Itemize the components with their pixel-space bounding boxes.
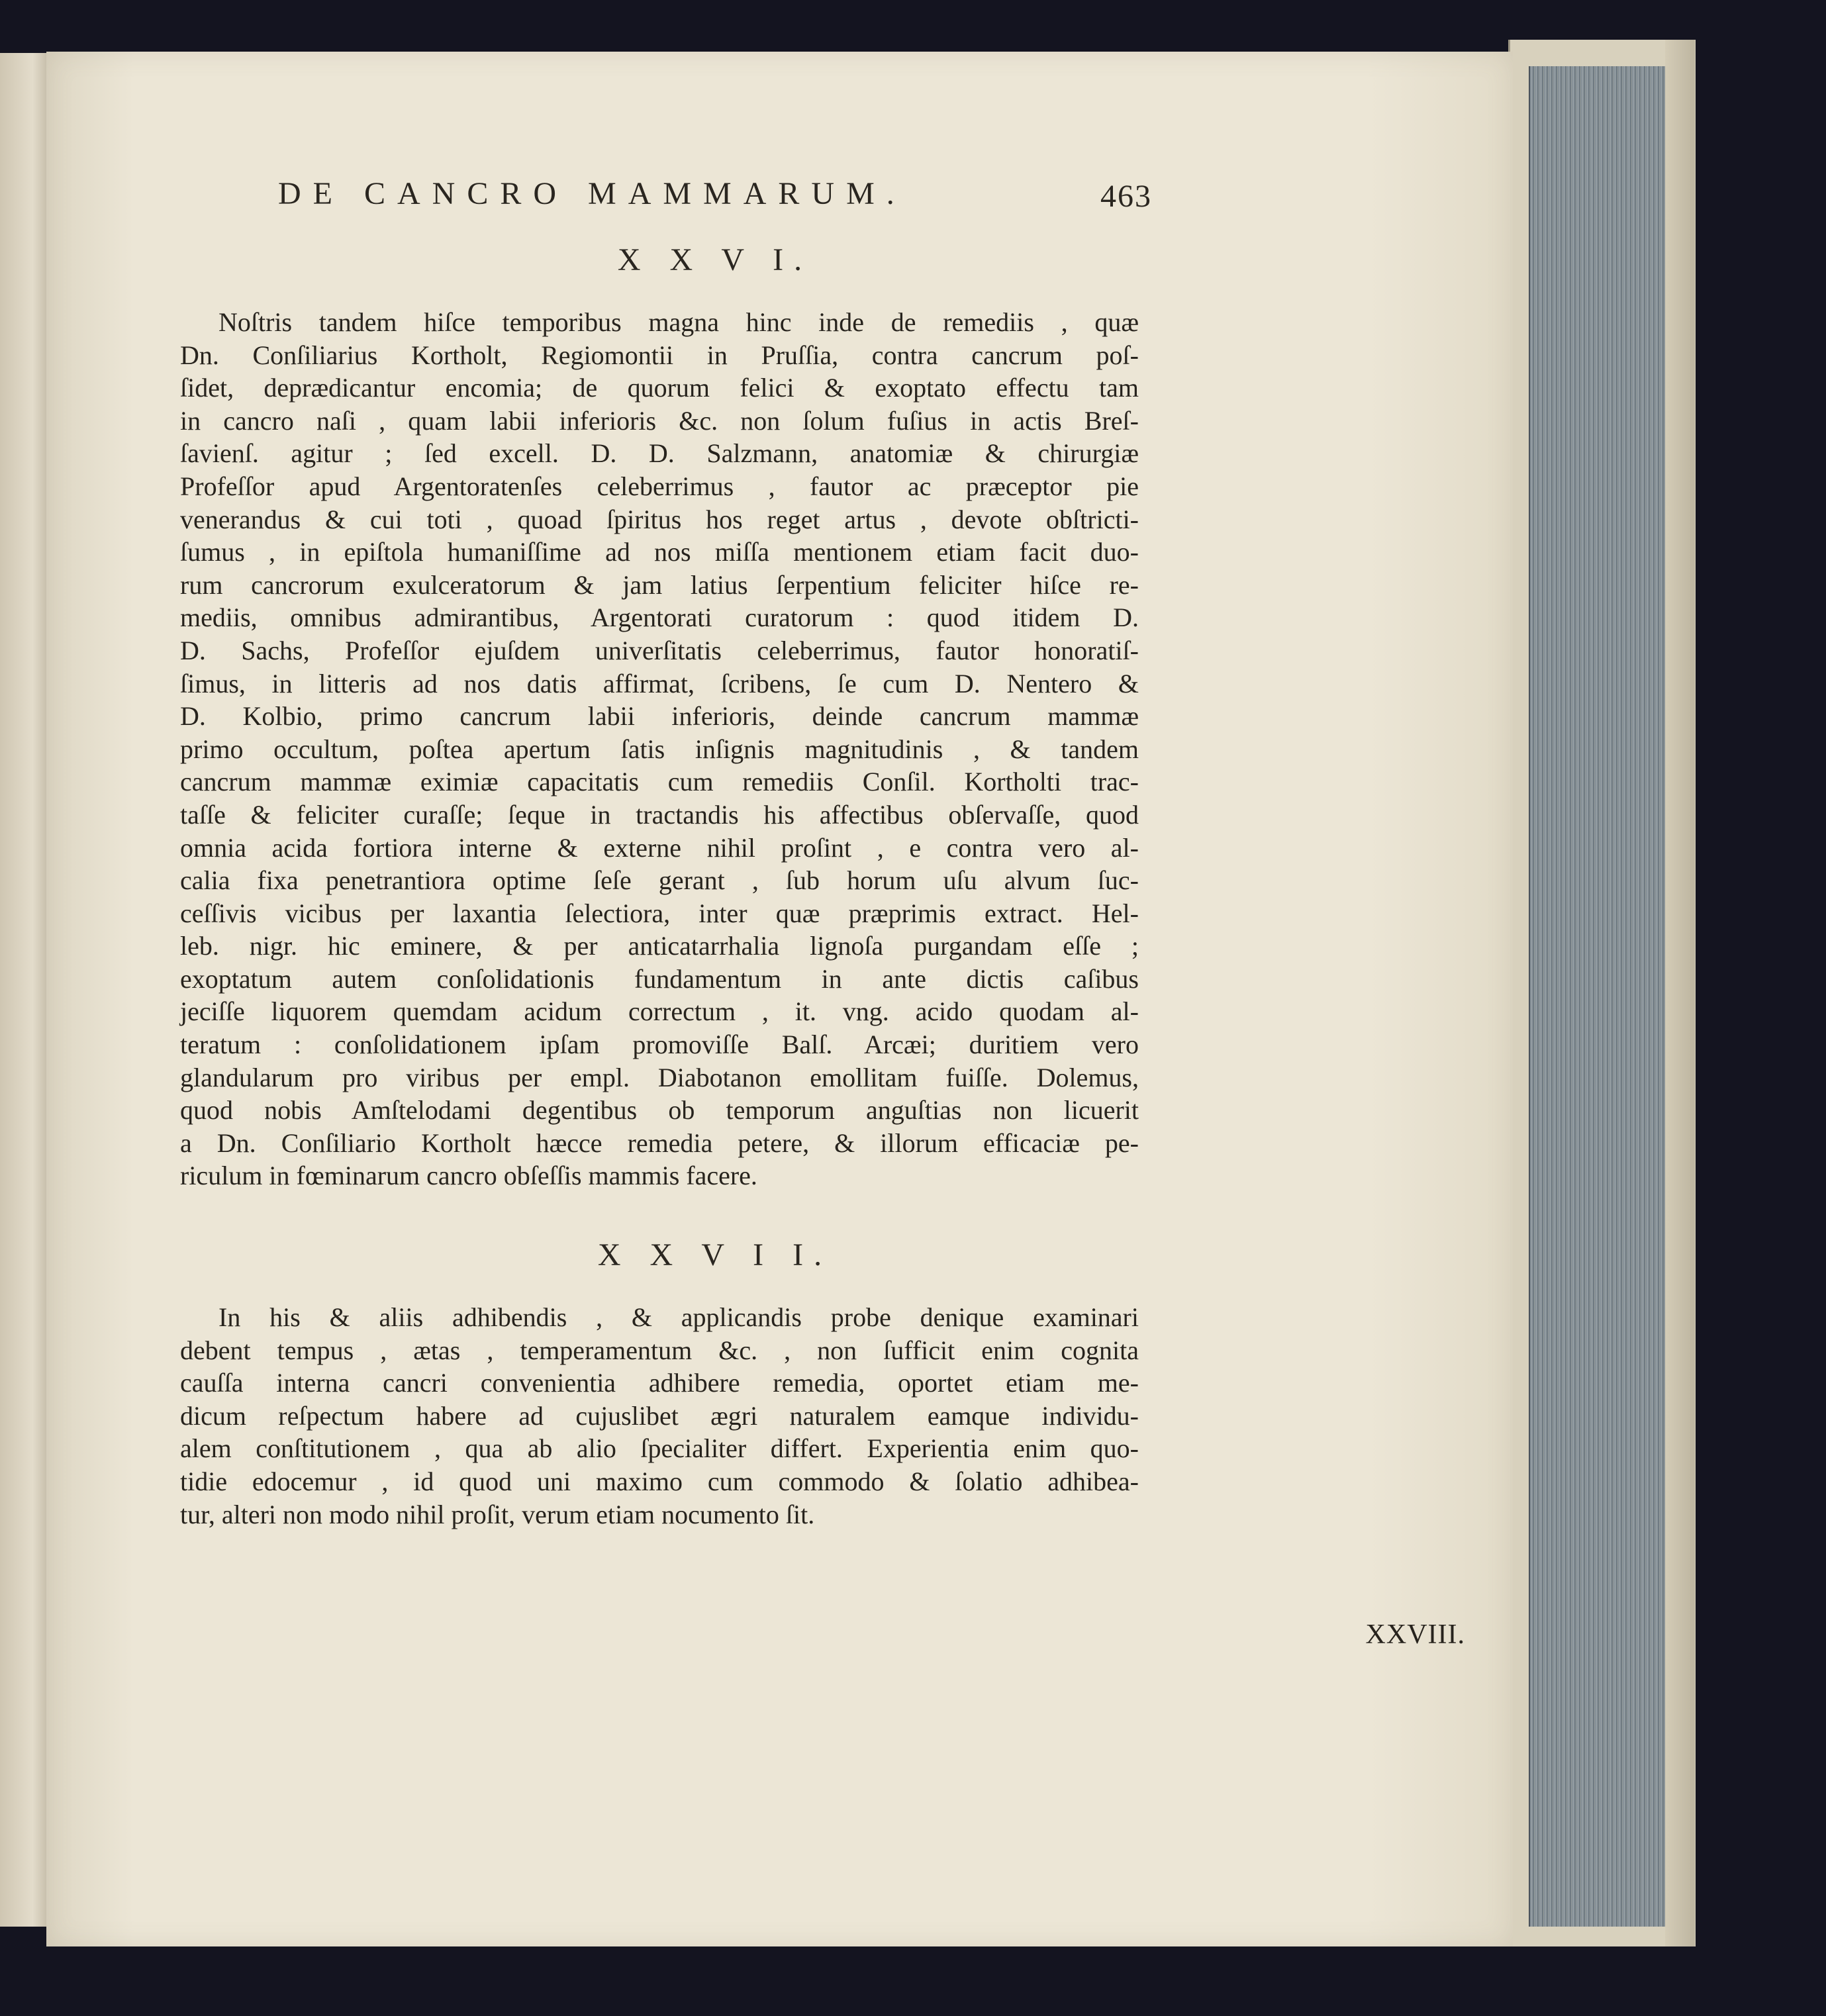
text-line: cauſſa interna cancri convenientia adhibere remedia, oportet etiam me- [180,1368,1139,1398]
section-xxvii-text [180,1301,1139,1531]
text-line: D. Kolbio, primo cancrum labii inferioris, deinde cancrum mammæ [180,701,1139,732]
text-line: glandularum pro viribus per empl. Diabotanon emollitam fuiſſe. Dolemus, [180,1062,1139,1092]
text-line: ſumus , in epiſtola humaniſſime ad nos miſſa mentionem etiam facit duo- [180,537,1139,567]
text-line: Profeſſor apud Argentoratenſes celeberrimus , fautor ac præceptor pie [180,471,1139,501]
page-header [278,175,1152,222]
text-line: ceſſivis vicibus per laxantia ſelectiora, inter quæ præprimis extract. Hel- [180,898,1139,928]
text-line: jeciſſe liquorem quemdam acidum correctum , it. vng. acido quodam al- [180,996,1139,1027]
text-line: In his & aliis adhibendis , & applicandis probe denique examinari [218,1302,1139,1332]
text-line: ſidet, deprædicantur encomia; de quorum felici & exoptato effectu tam [180,373,1139,403]
cover-edge [1665,40,1695,1946]
text-line: dicum reſpectum habere ad cujuslibet ægri naturalem eamque individu- [180,1400,1139,1431]
text-line: taſſe & feliciter curaſſe; ſeque in tractandis his affectibus obſervaſſe, quod [180,799,1139,830]
text-line: D. Sachs, Profeſſor ejuſdem univerſitatis celeberrimus, fautor honoratiſ- [180,635,1139,665]
text-line: rum cancrorum exulceratorum & jam latius ſerpentium feliciter hiſce re- [180,569,1139,600]
text-line: in cancro naſi , quam labii inferioris &c. non ſolum fuſius in actis Breſ- [180,405,1139,436]
text-line: quod nobis Amſtelodami degentibus ob temporum anguſtias non licuerit [180,1095,1139,1126]
text-line: venerandus & cui toti , quoad ſpiritus hos reget artus , devote obſtricti- [180,504,1139,534]
text-line: exoptatum autem conſolidationis fundamentum in ante dictis caſibus [180,963,1139,994]
text-line: primo occultum, poſtea apertum ſatis inſignis magnitudinis , & tandem [180,734,1139,764]
page-number: 463 [1100,179,1152,214]
text-line: alem conſtitutionem , qua ab alio ſpecialiter differt. Experientia enim quo- [180,1433,1139,1464]
text-line: tur, alteri non modo nihil proſit, verum etiam nocumento ſit. [180,1499,815,1529]
text-line: ſavienſ. agitur ; ſed excell. D. D. Salzmann, anatomiæ & chirurgiæ [180,438,1139,469]
section-heading-xxvi: X X V I. [617,242,813,277]
text-line: leb. nigr. hic eminere, & per anticatarrhalia lignoſa purgandam eſſe ; [180,931,1139,961]
running-title: DE CANCRO MAMMARUM. [278,176,906,211]
text-line: Noſtris tandem hiſce temporibus magna hinc inde de remediis , quæ [218,307,1139,337]
text-line: ſimus, in litteris ad nos datis affirmat, ſcribens, ſe cum D. Nentero & [180,668,1139,698]
section-heading-xxvii: X X V I I. [597,1237,833,1272]
text-line: debent tempus , ætas , temperamentum &c. , non ſufficit enim cognita [180,1335,1139,1365]
text-line: teratum : conſolidationem ipſam promoviſſe Balſ. Arcæi; duritiem vero [180,1030,1139,1060]
text-line: mediis, omnibus admirantibus, Argentorati curatorum : quod itidem D. [180,602,1139,633]
text-line: Dn. Conſiliarius Kortholt, Regiomontii in Pruſſia, contra cancrum poſ- [180,340,1139,370]
text-line: tidie edocemur , id quod uni maximo cum commodo & ſolatio adhibea- [180,1466,1139,1496]
text-line: riculum in fœminarum cancro obſeſſis mammis facere. [180,1161,757,1191]
text-line: a Dn. Conſiliario Kortholt hæcce remedia petere, & illorum efficaciæ pe- [180,1128,1139,1158]
text-line: calia fixa penetrantiora optime ſeſe gerant , ſub horum uſu alvum ſuc- [180,865,1139,896]
text-line: omnia acida fortiora interne & externe nihil proſint , e contra vero al- [180,832,1139,863]
text-line: cancrum mammæ eximiæ capacitatis cum remediis Conſil. Kortholti trac- [180,767,1139,797]
section-xxvi-text [180,306,1139,1192]
catchword: XXVIII. [1365,1619,1465,1650]
